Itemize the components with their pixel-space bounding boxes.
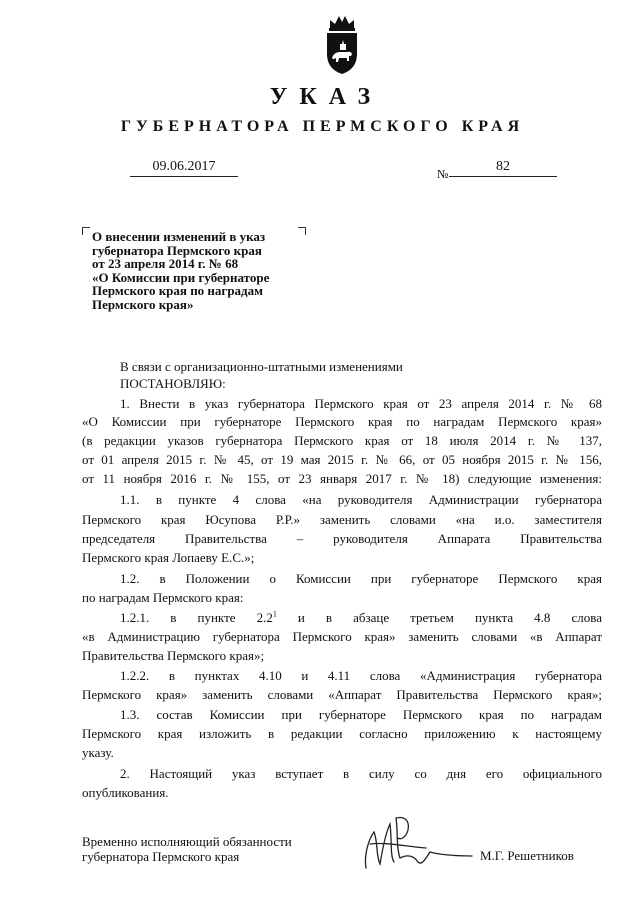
subject-heading (92, 230, 332, 311)
subject-line: от 23 апреля 2014 г. № 68 (92, 256, 239, 271)
body-line: Пермского края» заменить словами «Аппарат Правительства Пермского края»; (82, 687, 602, 702)
issuer-title: ГУБЕРНАТОРА ПЕРМСКОГО КРАЯ (120, 118, 525, 135)
subject-line: О внесении изменений в указ (92, 229, 266, 244)
footnote-mark: 1 (272, 609, 277, 619)
body-line: «О Комиссии при губернаторе Пермского края по наградам Пермского края» (82, 414, 602, 429)
body-text: 1.2.1. в пункте 2.2 (120, 610, 273, 625)
body-line: В связи с организационно-штатными изменениями (120, 359, 403, 374)
number-sign: № (437, 167, 449, 181)
body-line: по наградам Пермского края: (82, 590, 244, 605)
document-date: 09.06.2017 (130, 159, 238, 177)
body-text: и в абзаце третьем пункта 4.8 слова (276, 610, 602, 625)
body-line: от 11 ноября 2016 г. № 155, от 23 января 2017 г. № 18) следующие изменения: (82, 471, 602, 486)
body-line: председателя Правительства – руководителя Аппарата Правительства (82, 531, 602, 546)
signer-position (82, 834, 292, 864)
body-line: Пермского края изложить в редакции согласно приложению к настоящему (82, 726, 602, 741)
body-line: 1.2.2. в пунктах 4.10 и 4.11 слова «Администрация губернатора (120, 668, 602, 683)
body-line: 1.3. состав Комиссии при губернаторе Пермского края по наградам (120, 707, 602, 722)
subject-line: Пермского края» (92, 296, 194, 312)
body-line: 1.2. в Положении о Комиссии при губернаторе Пермского края (120, 571, 602, 586)
body-line: 1.1. в пункте 4 слова «на руководителя Администрации губернатора (120, 492, 602, 507)
document-type-title: УКАЗ (269, 84, 383, 110)
coat-of-arms-icon (322, 14, 362, 76)
signer-position-line: Временно исполняющий обязанности (82, 834, 292, 849)
body-line: 2. Настоящий указ вступает в силу со дня его официального (120, 766, 602, 781)
body-line: (в редакции указов губернатора Пермского края от 18 июля 2014 г. № 137, (82, 433, 602, 448)
body-line: указу. (82, 745, 114, 760)
body-line: «в Администрацию губернатора Пермского края» заменить словами «в Аппарат (82, 629, 602, 644)
body-line: Пермского края Лопаеву Е.С.»; (82, 550, 255, 565)
body-line: Пермского края Юсупова Р.Р.» заменить словами «на и.о. заместителя (82, 512, 602, 527)
body-line: от 01 апреля 2015 г. № 45, от 19 мая 2015 г. № 66, от 05 ноября 2015 г. № 156, (82, 452, 602, 467)
subject-corner-left (82, 227, 90, 235)
body-line: 1. Внести в указ губернатора Пермского края от 23 апреля 2014 г. № 68 (120, 396, 602, 411)
subject-line: «О Комиссии при губернаторе (92, 269, 270, 285)
subject-line: губернатора Пермского края (92, 242, 262, 258)
signer-name: М.Г. Решетников (480, 848, 574, 863)
body-line: ПОСТАНОВЛЯЮ: (120, 376, 226, 391)
signer-position-line: губернатора Пермского края (82, 849, 240, 864)
body-line: Правительства Пермского края»; (82, 648, 265, 663)
body-line (82, 609, 602, 626)
document-number: 82 (449, 159, 557, 177)
subject-line: Пермского края по наградам (92, 283, 263, 298)
handwritten-signature (356, 796, 476, 876)
body-line: опубликования. (82, 785, 169, 800)
